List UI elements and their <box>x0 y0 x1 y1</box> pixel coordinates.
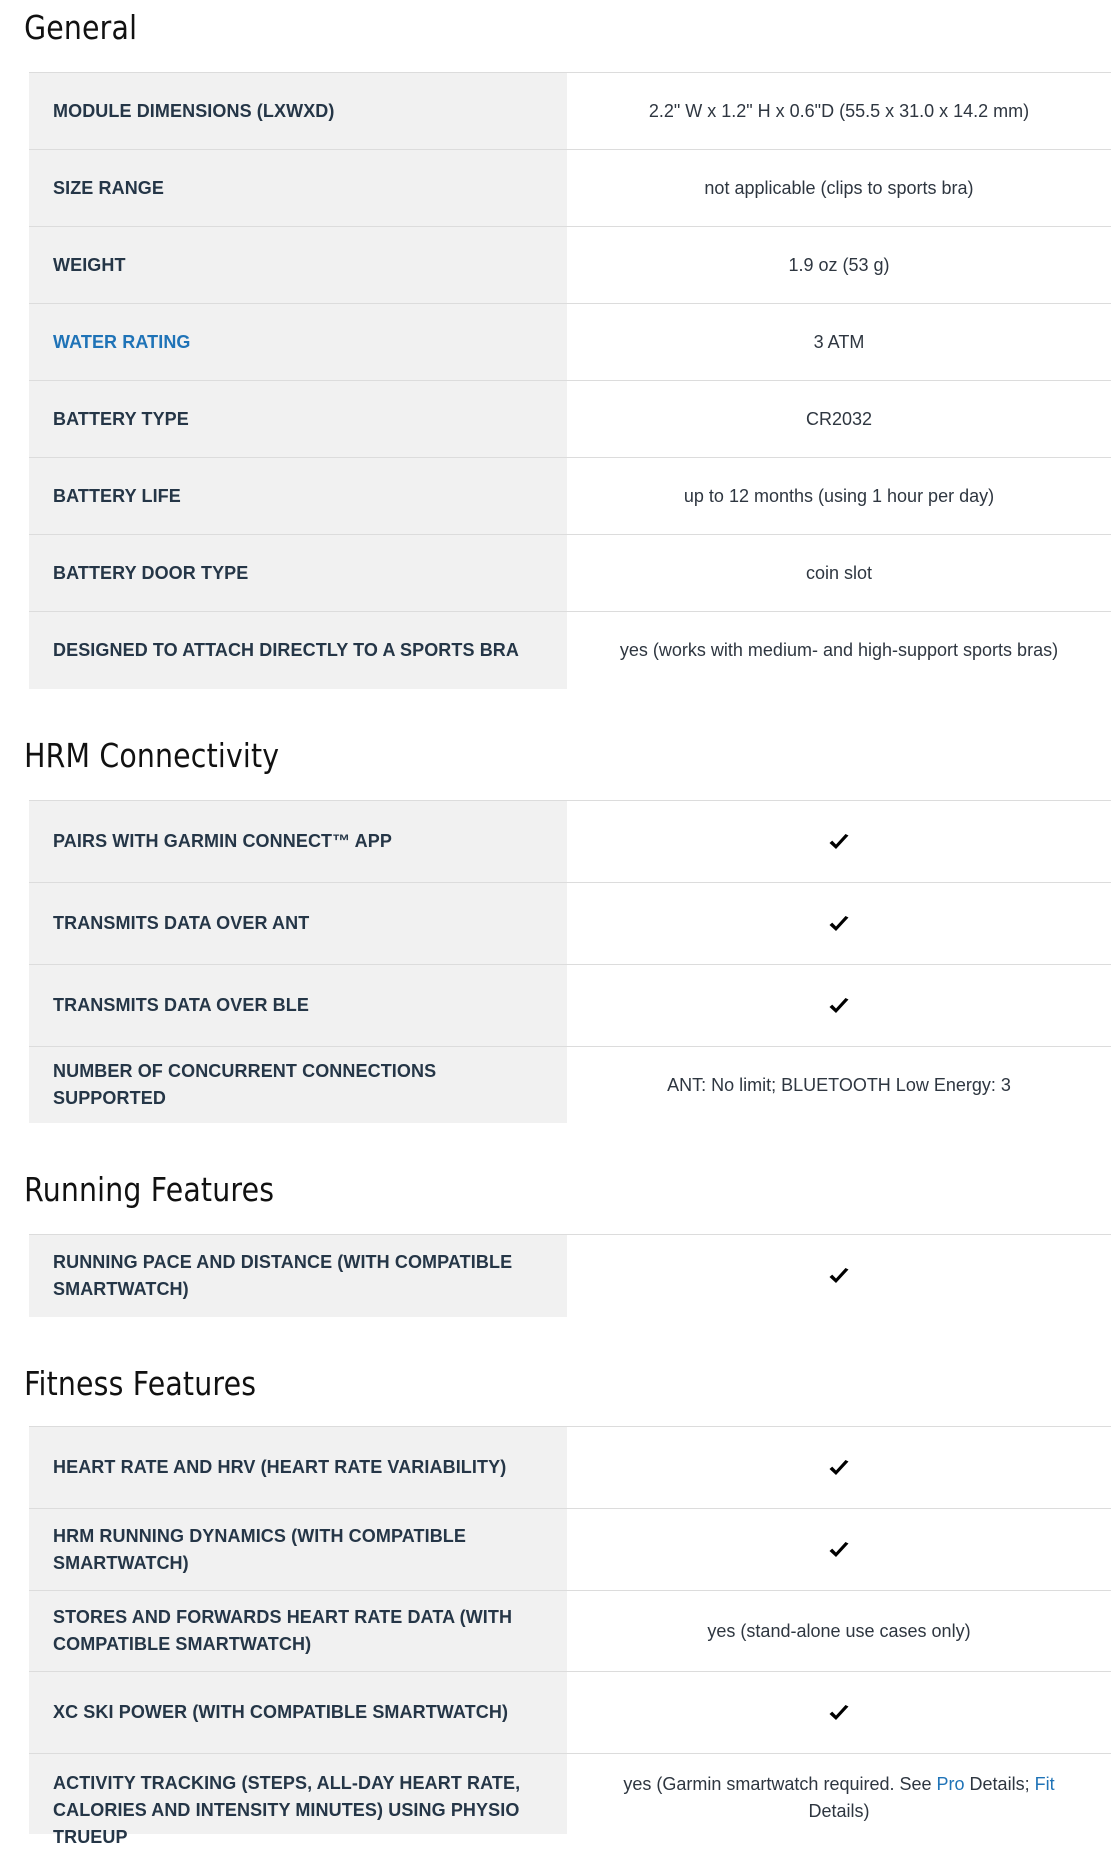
spec-row <box>29 150 1111 227</box>
spec-label: MODULE DIMENSIONS (LXWXD) <box>29 73 567 149</box>
spec-label: SIZE RANGE <box>29 150 567 226</box>
section-title: HRM Connectivity <box>24 736 280 775</box>
activity-tracking-value <box>607 1771 1071 1825</box>
spec-label: TRANSMITS DATA OVER BLE <box>29 965 567 1046</box>
spec-label: DESIGNED TO ATTACH DIRECTLY TO A SPORTS BRA <box>29 612 567 689</box>
spec-row <box>29 801 1111 883</box>
spec-row <box>29 1047 1111 1123</box>
spec-row <box>29 458 1111 535</box>
spec-label: PAIRS WITH GARMIN CONNECT™ APP <box>29 801 567 882</box>
spec-label: HRM RUNNING DYNAMICS (WITH COMPATIBLE SMARTWATCH) <box>29 1509 567 1590</box>
spec-label: HEART RATE AND HRV (HEART RATE VARIABILITY) <box>29 1427 567 1508</box>
spec-value <box>567 801 1111 882</box>
spec-label: XC SKI POWER (WITH COMPATIBLE SMARTWATCH) <box>29 1672 567 1753</box>
spec-row <box>29 1427 1111 1509</box>
value-text: Details; <box>964 1774 1035 1794</box>
spec-value: up to 12 months (using 1 hour per day) <box>683 485 995 506</box>
spec-value: 3 ATM <box>813 331 865 352</box>
check-icon <box>828 833 850 851</box>
spec-value: CR2032 <box>805 408 873 429</box>
spec-value <box>567 883 1111 964</box>
pro-details-link[interactable]: Pro <box>936 1774 965 1794</box>
check-icon <box>828 1459 850 1477</box>
spec-table <box>29 1426 1111 1847</box>
spec-label: ACTIVITY TRACKING (STEPS, ALL-DAY HEART RATE, CALORIES AND INTENSITY MINUTES) USING PHYSIO TRUEUP <box>29 1754 567 1834</box>
fit-details-link[interactable]: Fit <box>1034 1774 1055 1794</box>
spec-row <box>29 883 1111 965</box>
spec-row <box>29 1509 1111 1591</box>
check-icon <box>828 1704 850 1722</box>
spec-value: 1.9 oz (53 g) <box>788 254 890 275</box>
spec-label: TRANSMITS DATA OVER ANT <box>29 883 567 964</box>
spec-value: ANT: No limit; BLUETOOTH Low Energy: 3 <box>667 1074 1011 1095</box>
spec-row <box>29 381 1111 458</box>
spec-value: not applicable (clips to sports bra) <box>704 177 974 198</box>
section-title: Running Features <box>24 1170 275 1209</box>
check-icon <box>828 915 850 933</box>
spec-table <box>29 800 1111 1123</box>
spec-row <box>29 612 1111 689</box>
spec-label: BATTERY TYPE <box>29 381 567 457</box>
spec-row <box>29 1591 1111 1672</box>
spec-value: 2.2" W x 1.2" H x 0.6"D (55.5 x 31.0 x 14.2 mm) <box>648 100 1030 121</box>
spec-table <box>29 72 1111 689</box>
spec-value: yes (works with medium- and high-support sports bras) <box>619 640 1059 660</box>
spec-value <box>567 1672 1111 1753</box>
spec-value <box>567 965 1111 1046</box>
spec-value <box>567 1754 1111 1834</box>
spec-value: coin slot <box>805 562 873 583</box>
spec-label: NUMBER OF CONCURRENT CONNECTIONS SUPPORTED <box>29 1047 567 1123</box>
check-icon <box>828 1541 850 1559</box>
spec-row <box>29 965 1111 1047</box>
spec-row <box>29 535 1111 612</box>
check-icon <box>828 997 850 1015</box>
spec-label: WEIGHT <box>29 227 567 303</box>
spec-row <box>29 227 1111 304</box>
spec-row <box>29 304 1111 381</box>
spec-value <box>567 1427 1111 1508</box>
spec-value <box>567 1235 1111 1317</box>
check-icon <box>828 1267 850 1285</box>
spec-label: BATTERY LIFE <box>29 458 567 534</box>
value-text: yes (Garmin smartwatch required. See <box>623 1774 937 1794</box>
section-title: General <box>24 8 138 47</box>
spec-row <box>29 1235 1111 1317</box>
spec-label: RUNNING PACE AND DISTANCE (WITH COMPATIBLE SMARTWATCH) <box>29 1235 567 1317</box>
value-text: Details) <box>808 1801 870 1821</box>
spec-value <box>567 1509 1111 1590</box>
spec-row <box>29 1672 1111 1754</box>
spec-label: STORES AND FORWARDS HEART RATE DATA (WITH COMPATIBLE SMARTWATCH) <box>29 1591 567 1671</box>
spec-row <box>29 1754 1111 1847</box>
section-title: Fitness Features <box>24 1364 257 1403</box>
spec-label: BATTERY DOOR TYPE <box>29 535 567 611</box>
spec-value: yes (stand-alone use cases only) <box>707 1620 971 1641</box>
spec-table <box>29 1234 1111 1317</box>
water-rating-link[interactable]: WATER RATING <box>29 304 567 380</box>
spec-row <box>29 73 1111 150</box>
